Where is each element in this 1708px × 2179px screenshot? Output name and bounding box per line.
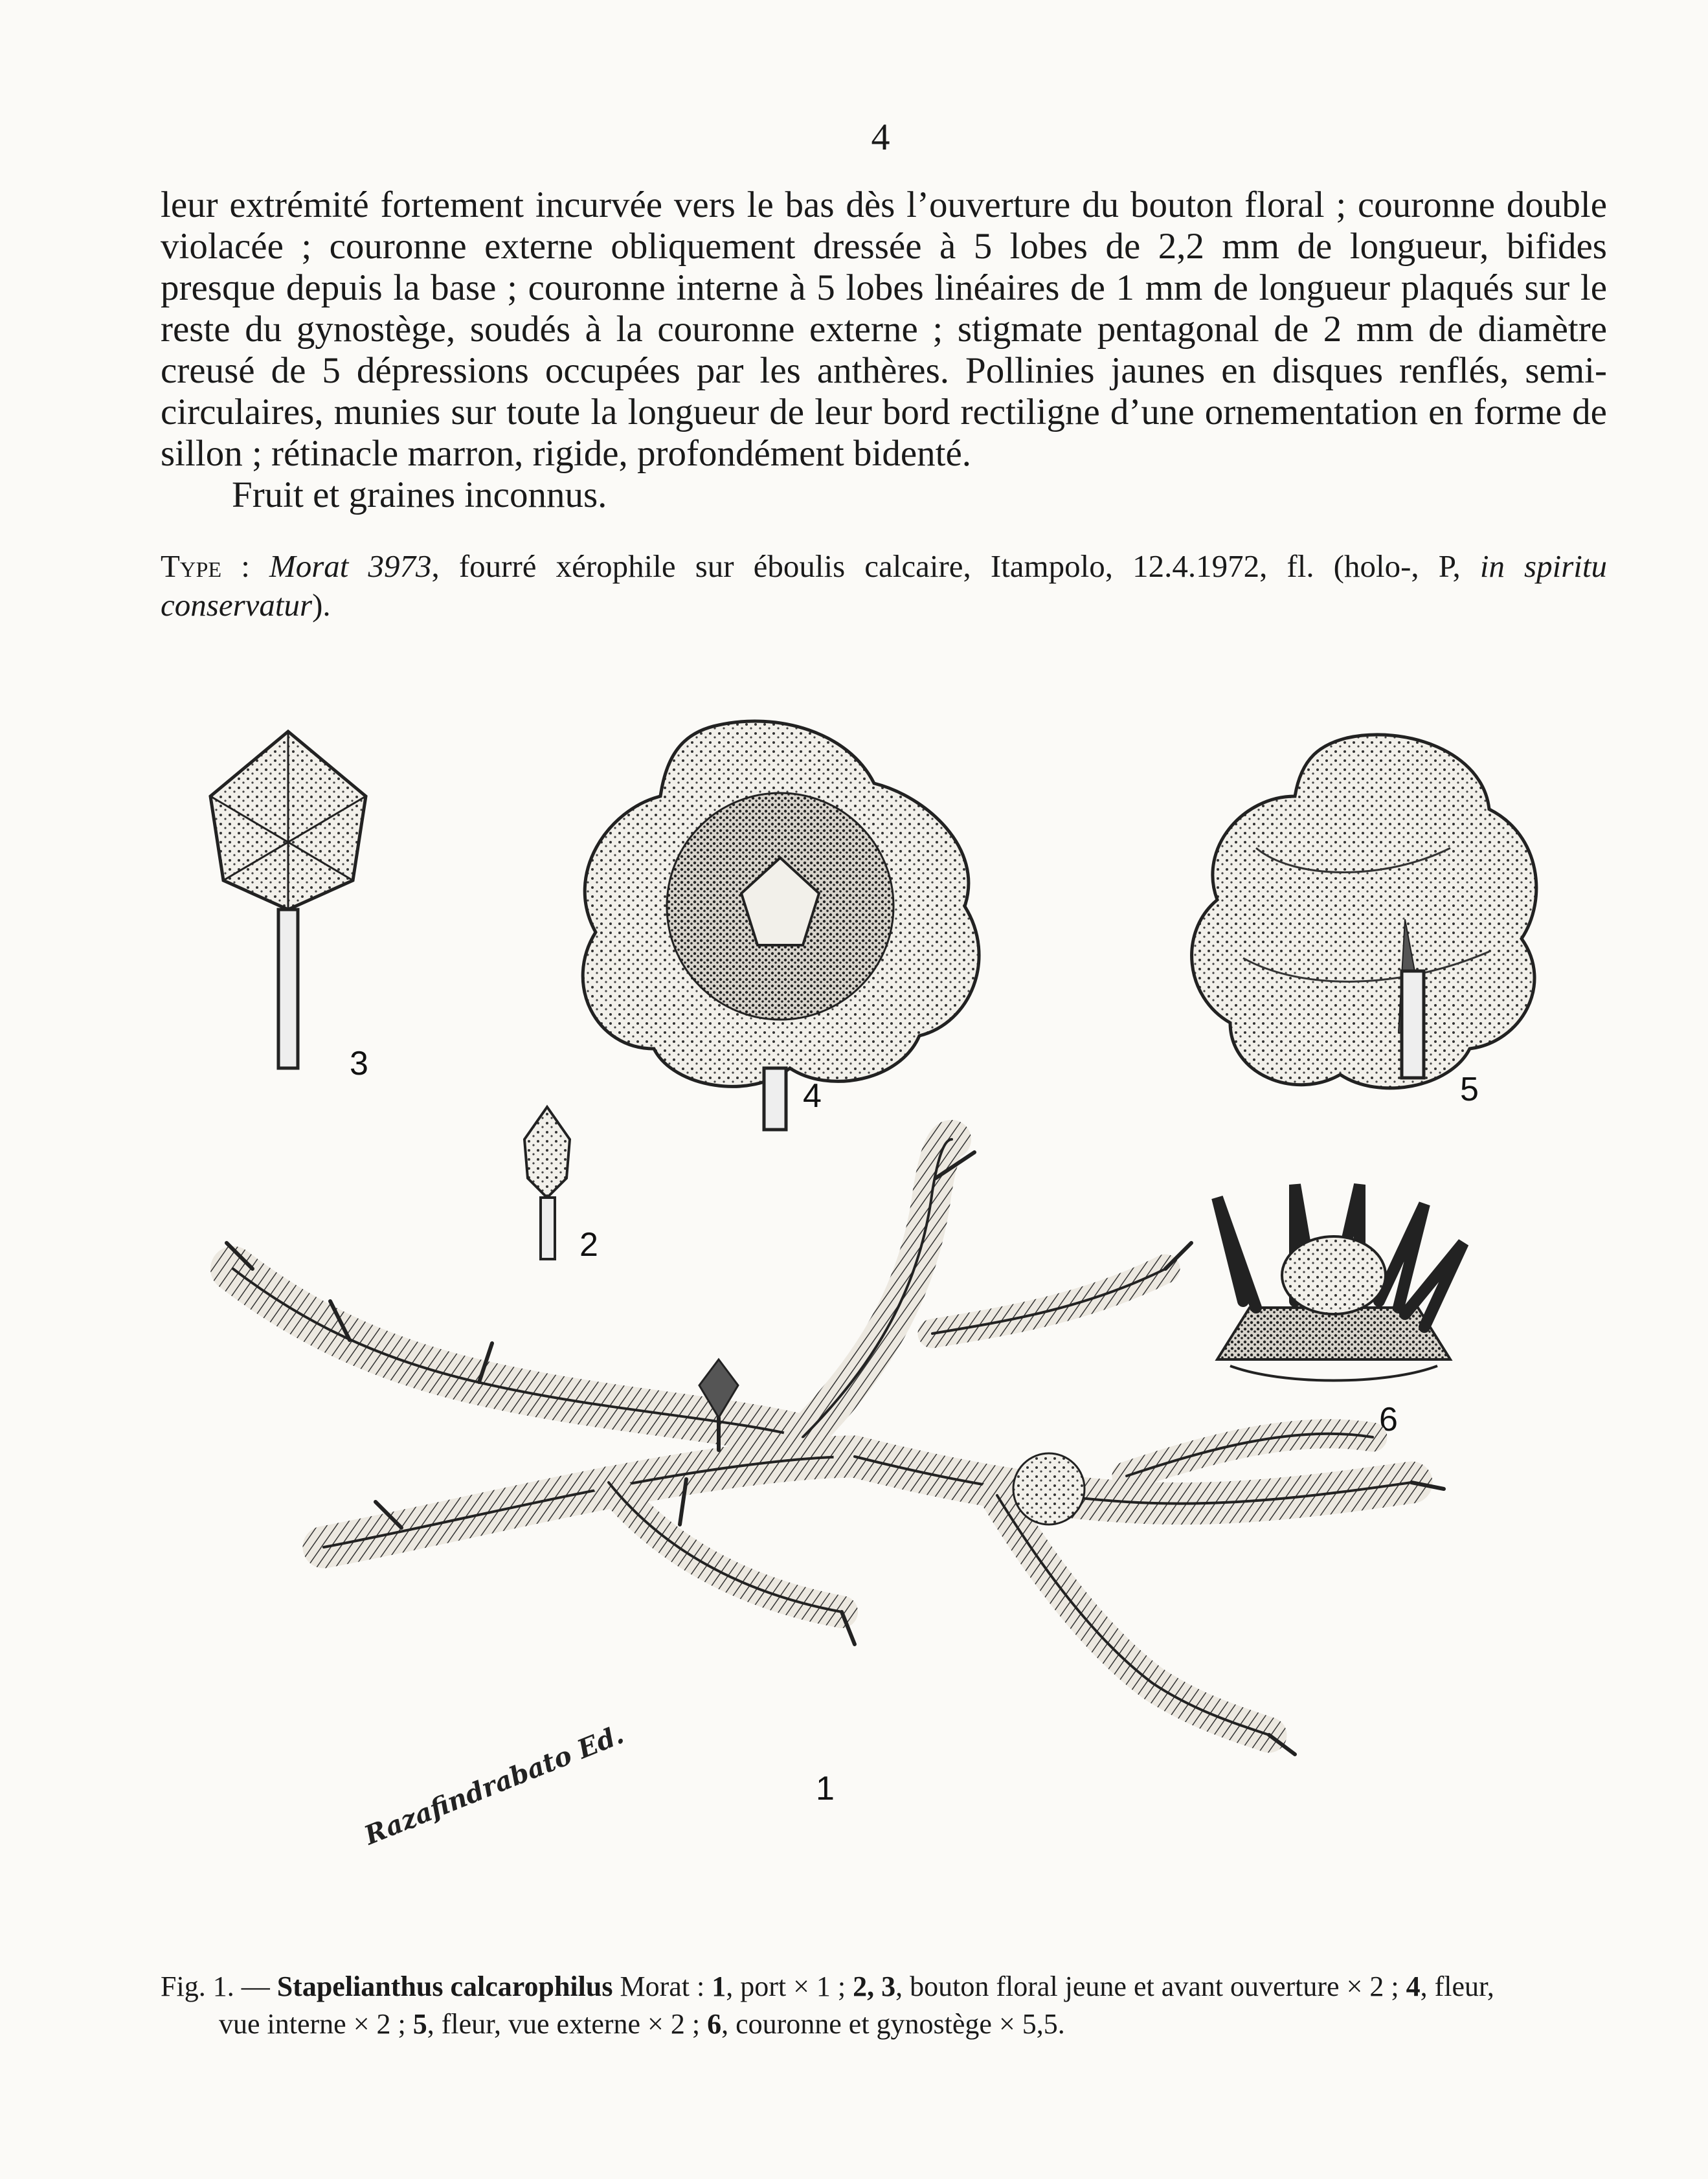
panel-6-drawing: [1217, 1185, 1463, 1381]
page-number: 4: [871, 116, 890, 158]
figure-caption: [161, 1968, 1607, 2043]
type-specimen: Type : Morat 3973, fourré xérophile sur éboulis calcaire, Itampolo, 12.4.1972, fl. (holo-, P, in spiritu conservatur).: [161, 548, 1608, 623]
type-text: , fourré xérophile sur éboulis calcaire, Itampolo, 12.4.1972, fl. (holo-, P,: [431, 548, 1480, 584]
caption-text-5: , fleur, vue externe × 2 ;: [427, 2008, 708, 2040]
botanical-figure: [155, 686, 1612, 1949]
type-collector: Morat 3973: [269, 548, 432, 584]
caption-text-4b: vue interne × 2 ;: [219, 2008, 413, 2040]
paragraph-description: leur extrémité fortement incurvée vers le bas dès l’ouverture du bouton floral ; couronne double violacée ; couronne externe obliquement dressée à 5 lobes de 2,2 mm de longueur, bifides presque depuis la base ; couronne interne à 5 lobes linéaires de 1 mm de longueur plaqués sur le reste du gynostège, soudés à la couronne externe ; stigmate pentagonal de 2 mm de diamètre creusé de 5 dépressions occupées par les anthères. Pollinies jaunes en disques renflés, semi-circulaires, munies sur toute la longueur de leur bord rectiligne d’une ornementation en forme de sillon ; rétinacle marron, rigide, profondément bidenté.: [161, 184, 1607, 474]
panel-1-drawing: [227, 1139, 1444, 1754]
panel-label-4: 4: [803, 1077, 822, 1115]
body-text: [161, 184, 1607, 516]
caption-num-1: 1: [712, 1971, 726, 2002]
caption-num-4: 4: [1406, 1971, 1421, 2002]
caption-text-2-3: , bouton floral jeune et avant ouverture × 2 ;: [895, 1971, 1406, 2002]
panel-label-6: 6: [1379, 1401, 1398, 1438]
panel-label-3: 3: [350, 1045, 368, 1082]
panel-5-drawing: [1192, 735, 1536, 1088]
caption-num-5: 5: [412, 2008, 427, 2040]
panel-4-drawing: [583, 721, 979, 1130]
caption-continuation: [161, 2006, 1607, 2043]
caption-num-2-3: 2, 3: [853, 1971, 896, 2002]
illustrator-signature: Razafindrabato Ed.: [360, 1719, 628, 1851]
caption-text-4: , fleur,: [1420, 1971, 1494, 2002]
panel-3-drawing: [210, 732, 366, 1068]
panel-label-5: 5: [1460, 1071, 1479, 1108]
panel-label-1: 1: [816, 1770, 835, 1807]
caption-text-1: , port × 1 ;: [726, 1971, 853, 2002]
caption-author: Morat :: [612, 1971, 712, 2002]
type-end: ).: [312, 587, 331, 623]
caption-species: Stapelianthus calcarophilus: [276, 1971, 613, 2002]
caption-text-6: , couronne et gynostège × 5,5.: [721, 2008, 1065, 2040]
panel-2-drawing: [524, 1107, 570, 1259]
figure-illustration: [155, 686, 1612, 1949]
panel-label-2: 2: [579, 1226, 598, 1264]
caption-prefix: Fig. 1. —: [161, 1971, 277, 2002]
paragraph-fruit: Fruit et graines inconnus.: [232, 475, 607, 515]
caption-num-6: 6: [707, 2008, 722, 2040]
type-italic-tail: in spiritu conservatur: [161, 548, 1608, 623]
type-label: Type: [161, 548, 222, 584]
